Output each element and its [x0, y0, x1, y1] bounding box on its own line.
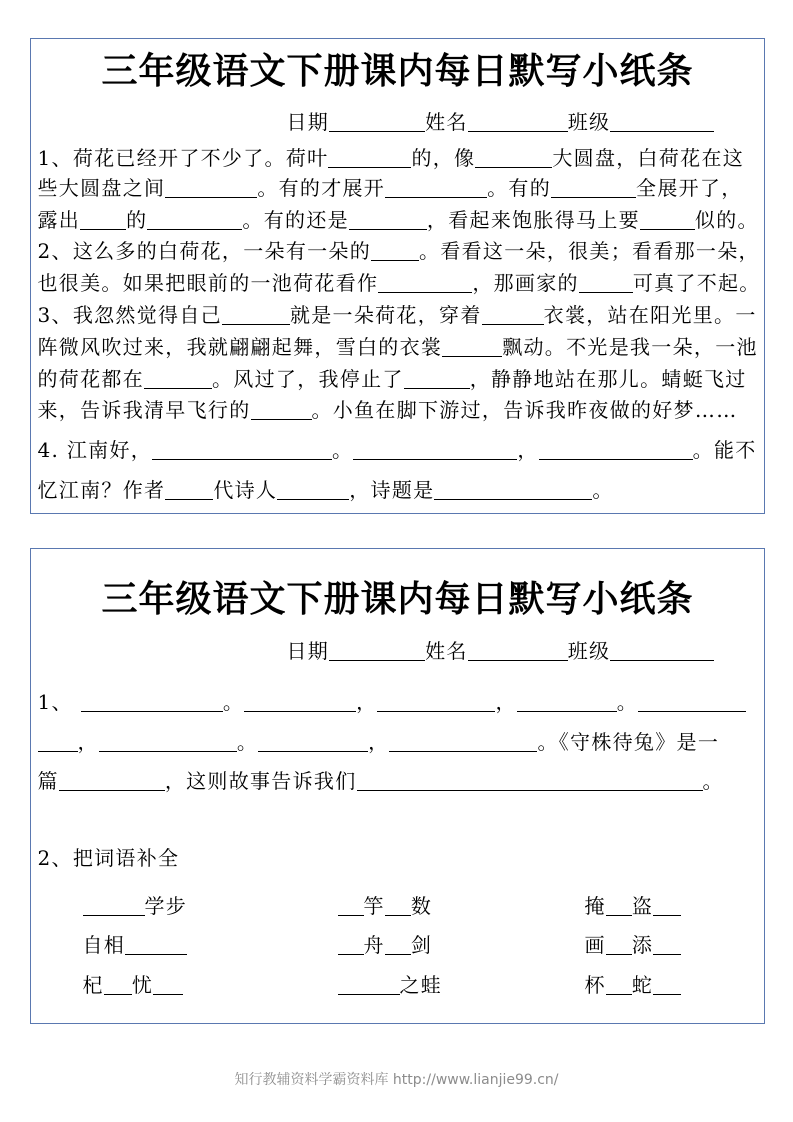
idiom-blank — [338, 978, 400, 995]
idiom-item — [83, 891, 188, 921]
idiom-item — [585, 930, 682, 960]
dictation-card-1 — [30, 38, 765, 514]
line-text: 大圆盘，白荷花在这 — [552, 145, 745, 170]
date-blank — [329, 115, 425, 132]
answer-blank — [640, 213, 695, 230]
idiom-item — [83, 930, 188, 960]
line-text: 忆江南？作者 — [37, 477, 166, 502]
date-label: 日期 — [286, 638, 330, 663]
passage-line — [38, 205, 759, 235]
date-blank — [329, 644, 425, 661]
idiom-item — [338, 970, 443, 1000]
answer-blank — [165, 483, 213, 500]
idiom-blank — [653, 899, 681, 916]
idiom-item — [338, 891, 433, 921]
idiom-char: 蛇 — [631, 972, 654, 997]
passage-line — [38, 435, 757, 465]
answer-blank — [353, 443, 517, 460]
idiom-char: 杞 — [82, 972, 104, 997]
idiom-item — [585, 970, 682, 1000]
answer-blank — [475, 151, 552, 168]
card-title: 三年级语文下册课内每日默写小纸条 — [101, 49, 694, 92]
line-text: 3、我忽然觉得自己 — [37, 302, 222, 327]
answer-blank — [385, 181, 487, 198]
line-text: ，静静地站在那儿。蜻蜓飞过 — [469, 366, 747, 391]
answer-blank — [328, 151, 411, 168]
answer-blank — [389, 735, 537, 752]
answer-blank — [539, 443, 693, 460]
passage-line — [38, 395, 738, 425]
line-text: 4. 江南好， — [37, 437, 153, 462]
line-text: ，看起来饱胀得马上要 — [426, 207, 640, 232]
line-text: 代诗人 — [213, 477, 278, 502]
idiom-char: 掩 — [584, 893, 606, 918]
answer-blank — [371, 244, 419, 261]
section-heading — [38, 843, 180, 873]
line-text: 也很美。如果把眼前的一池荷花看作 — [37, 270, 379, 295]
answer-blank — [442, 340, 502, 357]
name-blank — [468, 644, 568, 661]
idiom-char: 舟 — [363, 932, 385, 957]
answer-blank — [147, 213, 242, 230]
idiom-item — [338, 930, 433, 960]
idiom-char: 竽 — [363, 893, 385, 918]
line-text: 。风过了，我停止了 — [212, 366, 404, 391]
passage-line — [38, 236, 760, 266]
idiom-blank — [338, 938, 364, 955]
line-text: 些大圆盘之间 — [37, 175, 166, 200]
line-text: 的 — [126, 207, 148, 232]
answer-blank — [482, 308, 544, 325]
idiom-blank — [385, 899, 411, 916]
line-text: ，这则故事告诉我们 — [164, 768, 357, 793]
line-text: 。 — [616, 689, 639, 714]
line-text: 。小鱼在脚下游过，告诉我昨夜做的好梦…… — [311, 397, 738, 422]
answer-blank — [579, 276, 633, 293]
class-blank — [610, 644, 714, 661]
answer-blank — [258, 735, 368, 752]
line-text: 篇 — [37, 768, 59, 793]
answer-blank — [517, 695, 617, 712]
passage-line — [38, 727, 720, 757]
line-text: 衣裳，站在阳光里。一 — [543, 302, 757, 327]
idiom-char: 学步 — [144, 893, 188, 918]
line-text: 2、这么多的白荷花，一朵有一朵的 — [37, 238, 372, 263]
line-text: 可真了不起。 — [632, 270, 761, 295]
idiom-blank — [606, 899, 632, 916]
answer-blank — [80, 213, 126, 230]
idiom-char: 添 — [631, 932, 654, 957]
line-text: ， — [495, 689, 517, 714]
idiom-blank — [153, 978, 183, 995]
idiom-char: 盗 — [631, 893, 654, 918]
student-info-line — [287, 636, 715, 666]
line-text: 阵微风吹过来，我就翩翩起舞，雪白的衣裳 — [37, 334, 443, 359]
passage-line — [38, 364, 747, 394]
line-text: ， — [356, 689, 378, 714]
idiom-blank — [653, 938, 681, 955]
name-label: 姓名 — [425, 109, 468, 134]
idiom-char: 之蛙 — [399, 972, 443, 997]
passage-line — [38, 766, 724, 796]
student-info-line — [287, 107, 715, 137]
line-text: ， — [517, 437, 539, 462]
page-footer: 知行教辅资料学霸资料库 http://www.lianjie99.cn/ — [234, 1072, 559, 1088]
idiom-item — [83, 970, 184, 1000]
answer-blank — [434, 483, 592, 500]
idiom-blank — [104, 978, 132, 995]
class-label: 班级 — [567, 638, 611, 663]
idiom-blank — [606, 938, 632, 955]
line-text: 的荷花都在 — [37, 366, 144, 391]
name-blank — [468, 115, 568, 132]
line-text: 。 — [592, 477, 614, 502]
line-text: 。看看这一朵，很美；看看那一朵， — [419, 238, 760, 263]
line-text: 飘动。不光是我一朵，一池 — [502, 334, 758, 359]
line-text: 来，告诉我清早飞行的 — [37, 397, 251, 422]
passage-line — [38, 332, 758, 362]
passage-line — [38, 143, 745, 173]
passage-line — [38, 475, 614, 505]
card-title: 三年级语文下册课内每日默写小纸条 — [101, 577, 694, 620]
idiom-item — [585, 891, 682, 921]
passage-line — [38, 300, 757, 330]
answer-blank — [244, 695, 356, 712]
answer-blank — [638, 695, 746, 712]
answer-blank — [222, 308, 290, 325]
idiom-blank — [385, 938, 411, 955]
answer-blank — [378, 276, 472, 293]
answer-blank — [357, 774, 703, 791]
idiom-char: 杯 — [584, 972, 606, 997]
answer-blank — [59, 774, 165, 791]
idiom-blank — [653, 978, 681, 995]
line-text: 。有的还是 — [242, 207, 349, 232]
idiom-char: 自相 — [82, 932, 126, 957]
line-text: 。 — [702, 768, 724, 793]
idiom-char: 画 — [584, 932, 606, 957]
answer-blank — [38, 735, 78, 752]
section-heading-text: 2、把词语补全 — [37, 845, 180, 870]
line-text: 。有的 — [487, 175, 552, 200]
date-label: 日期 — [286, 109, 330, 134]
answer-blank — [152, 443, 332, 460]
answer-blank — [165, 181, 257, 198]
line-text: 全展开了， — [636, 175, 743, 200]
line-text: 1、 — [37, 689, 73, 714]
class-blank — [610, 115, 714, 132]
line-text: 。《守株待兔》是一 — [537, 729, 720, 754]
idiom-char: 忧 — [131, 972, 154, 997]
idiom-blank — [125, 938, 187, 955]
passage-line — [38, 268, 761, 298]
answer-blank — [144, 372, 212, 389]
line-text: 。 — [332, 437, 354, 462]
dictation-card-2 — [30, 548, 765, 1024]
answer-blank — [377, 695, 495, 712]
idiom-blank — [83, 899, 145, 916]
answer-blank — [551, 181, 636, 198]
answer-blank — [404, 372, 470, 389]
line-text: ， — [77, 729, 99, 754]
line-text: 似的。 — [694, 207, 759, 232]
line-text: 1、荷花已经开了不少了。荷叶 — [37, 145, 329, 170]
answer-blank — [81, 695, 223, 712]
answer-blank — [251, 403, 312, 420]
name-label: 姓名 — [425, 638, 468, 663]
line-text: ，那画家的 — [472, 270, 579, 295]
answer-blank — [99, 735, 237, 752]
line-text: 的，像 — [411, 145, 476, 170]
idiom-blank — [606, 978, 632, 995]
class-label: 班级 — [567, 109, 611, 134]
answer-blank — [349, 213, 427, 230]
line-text: 。能不 — [692, 437, 757, 462]
idiom-char: 数 — [410, 893, 433, 918]
idiom-blank — [338, 899, 364, 916]
line-text: 。 — [222, 689, 245, 714]
answer-blank — [277, 483, 349, 500]
line-text: 。有的才展开 — [257, 175, 386, 200]
line-text: 。 — [236, 729, 259, 754]
line-text: 就是一朵荷花，穿着 — [289, 302, 482, 327]
line-text: 露出 — [37, 207, 81, 232]
passage-line — [38, 687, 747, 717]
passage-line — [38, 173, 743, 203]
line-text: ，诗题是 — [349, 477, 435, 502]
idiom-char: 剑 — [410, 932, 433, 957]
line-text: ， — [368, 729, 390, 754]
